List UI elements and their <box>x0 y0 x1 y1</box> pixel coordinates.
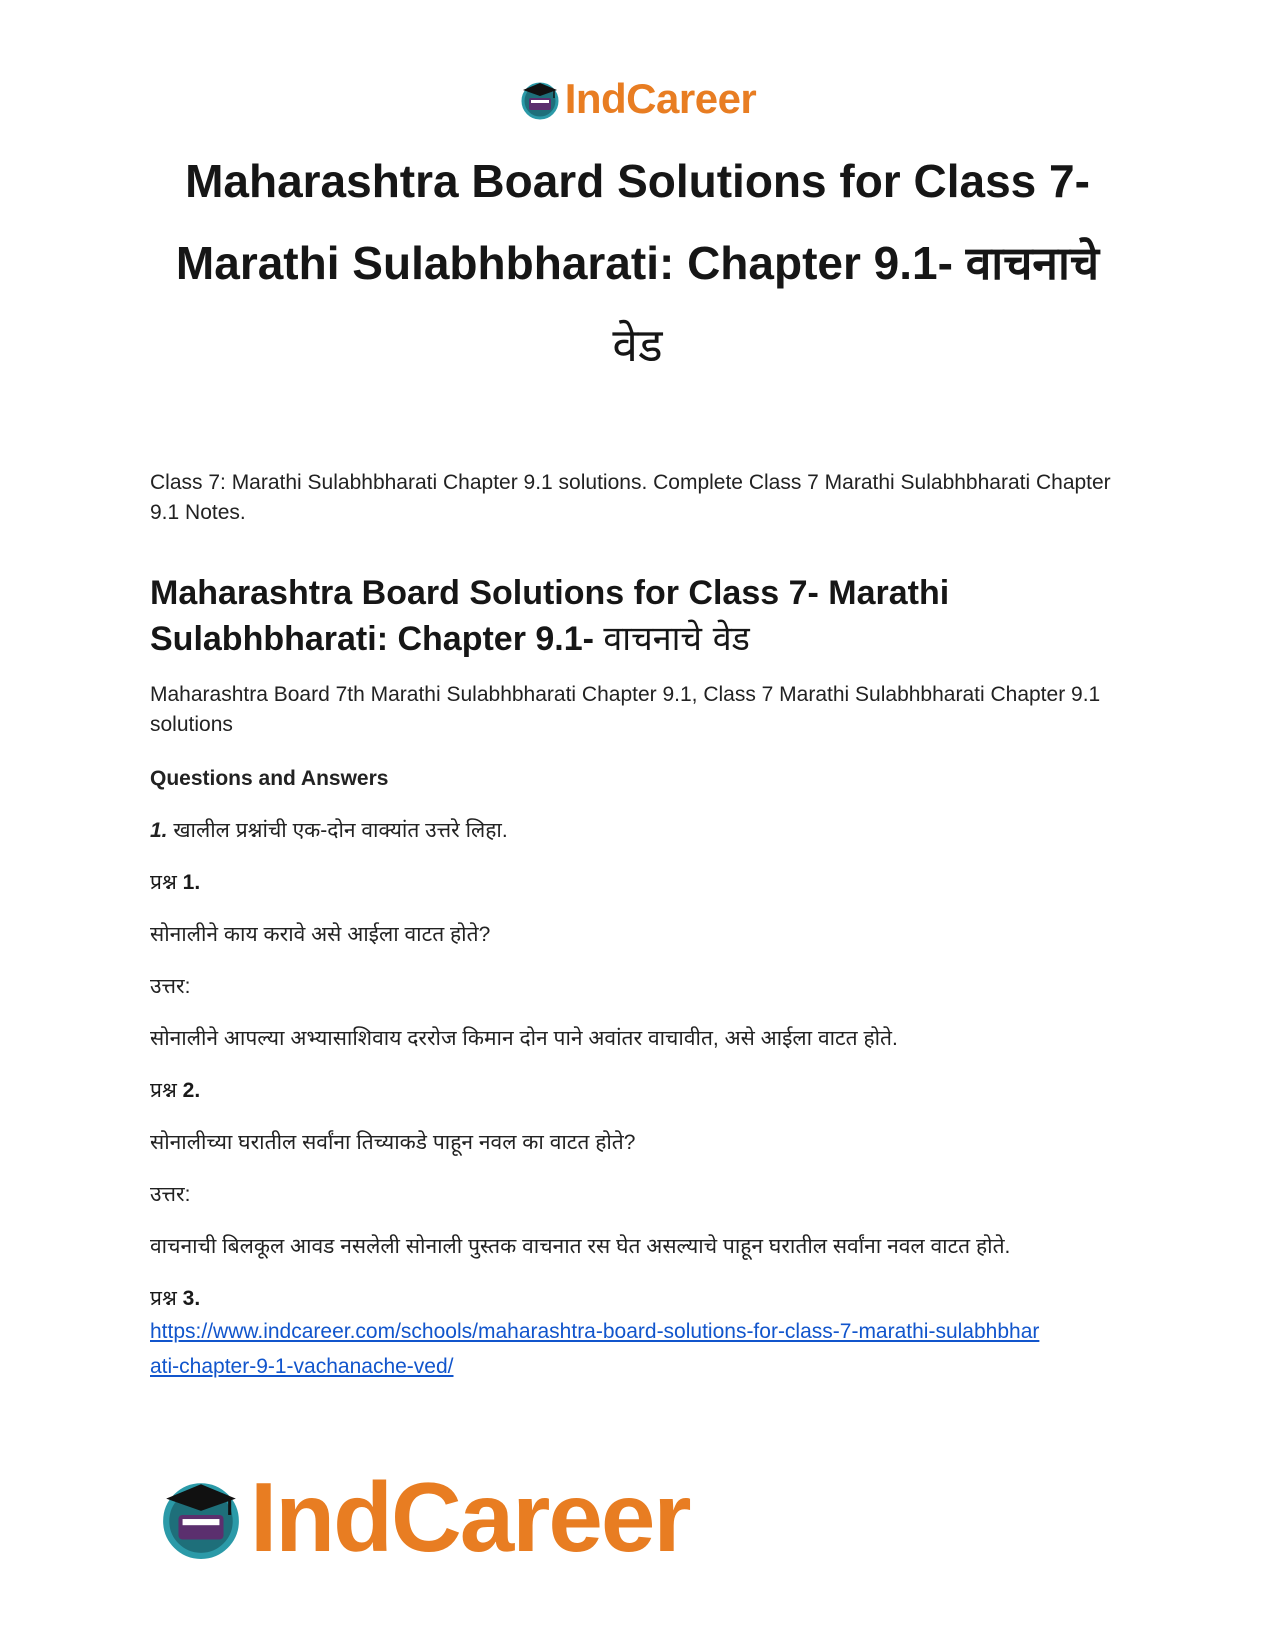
answer-2: वाचनाची बिलकूल आवड नसलेली सोनाली पुस्तक वाचनात रस घेत असल्याचे पाहून घरातील सर्वांना नवल वाटत होते. <box>150 1235 1011 1258</box>
document-body <box>150 468 1125 1384</box>
page-title-line2: Marathi Sulabhbharati: Chapter 9.1- वाचनाचे <box>175 237 1100 289</box>
answer-label-2: उत्तर: <box>150 1183 191 1206</box>
question-number: 1. <box>182 871 201 894</box>
answer-1: सोनालीने आपल्या अभ्यासाशिवाय दररोज किमान दोन पाने अवांतर वाचावीत, असे आईला वाटत होते. <box>150 1027 898 1050</box>
question-label-text: प्रश्न <box>150 871 183 894</box>
question-number: 2. <box>182 1079 201 1102</box>
question-label-3 <box>150 1284 1125 1314</box>
exercise-instruction <box>150 816 1125 846</box>
graduation-globe-logo-icon <box>519 78 561 120</box>
intro-paragraph: Class 7: Marathi Sulabhbharati Chapter 9.1 solutions. Complete Class 7 Marathi Sulabhbharati Chapter 9.1 Notes. <box>150 471 1111 524</box>
section-heading-line1: Maharashtra Board Solutions for Class 7- Marathi <box>150 574 950 612</box>
section-subtitle: Maharashtra Board 7th Marathi Sulabhbharati Chapter 9.1, Class 7 Marathi Sulabhbharati Chapter 9.1 solutions <box>150 683 1101 736</box>
page-title <box>150 140 1125 386</box>
source-url-line1: https://www.indcareer.com/schools/maharashtra-board-solutions-for-class-7-marathi-sulabhbhar <box>150 1320 1040 1343</box>
question-2: सोनालीच्या घरातील सर्वांना तिच्याकडे पाहून नवल का वाटत होते? <box>150 1131 636 1154</box>
source-url-line2: ati-chapter-9-1-vachanache-ved/ <box>150 1355 454 1378</box>
footer-logo-wordmark: IndCareer <box>250 1462 690 1572</box>
page-title-line1: Maharashtra Board Solutions for Class 7- <box>185 155 1090 207</box>
question-number: 3. <box>182 1287 201 1310</box>
header-logo <box>0 75 1275 122</box>
question-label-1 <box>150 868 1125 898</box>
footer-logo <box>158 1462 690 1572</box>
section-heading <box>150 570 1125 662</box>
section-heading-line2-marathi: वाचनाचे वेड <box>603 619 750 659</box>
question-label-text: प्रश्न <box>150 1287 183 1310</box>
question-1: सोनालीने काय करावे असे आईला वाटत होते? <box>150 923 491 946</box>
source-url-link[interactable] <box>150 1314 1125 1384</box>
exercise-number: 1. <box>150 819 168 842</box>
exercise-text: खालील प्रश्नांची एक-दोन वाक्यांत उत्तरे लिहा. <box>173 819 508 842</box>
question-label-text: प्रश्न <box>150 1079 183 1102</box>
answer-label-1: उत्तर: <box>150 975 191 998</box>
logo-wordmark: IndCareer <box>564 75 757 122</box>
section-heading-line2-latin: Sulabhbharati: Chapter 9.1- <box>150 620 604 658</box>
graduation-globe-logo-icon <box>158 1474 244 1560</box>
qa-heading: Questions and Answers <box>150 767 389 790</box>
page-title-line3: वेड <box>612 318 663 372</box>
question-label-2 <box>150 1076 1125 1106</box>
